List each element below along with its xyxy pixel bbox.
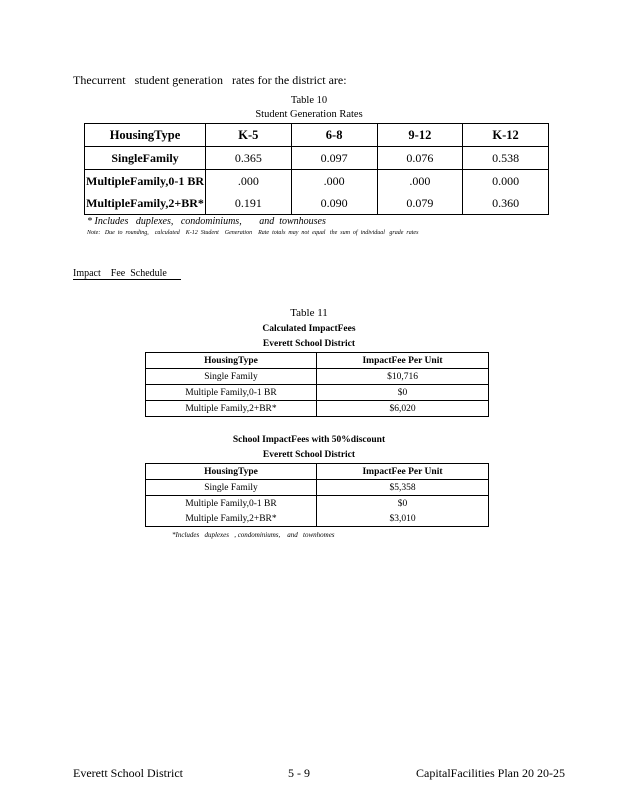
row-label: SingleFamily [85,147,206,170]
column-header: 6-8 [291,124,377,147]
table10-title: Table 10 [290,95,328,106]
table-cell: .000 [409,174,431,188]
column-header: HousingType [146,353,317,369]
table10-note: Note: Due to rounding, calculated K-12 Student Generation Rate totals may not equal the sum of individual grade rates [87,230,419,236]
table-cell-group [206,170,292,215]
intro-text: Thecurrent student generation rates for the district are: [73,73,347,87]
table10-footnote: * Includes duplexes, condominiums, and townhouses [87,216,326,227]
table-cell: 0.097 [291,147,377,170]
footer-left: Everett School District [73,766,183,780]
row-label: Single Family [146,369,317,385]
row-label: MultipleFamily,2+BR* [86,196,204,210]
table-cell: $5,358 [317,480,489,496]
table-cell: $10,716 [317,369,489,385]
column-header: HousingType [85,124,206,147]
table10-subtitle: Student Generation Rates [255,109,363,120]
student-generation-rates-table [84,123,549,215]
calculated-impact-fees-table [145,352,489,417]
discount-table-subtitle: School ImpactFees with 50%discount [232,435,386,445]
row-label: Multiple Family,0-1 BR [146,385,317,401]
row-label-group [85,170,206,215]
table-cell: 0.090 [320,196,348,210]
row-label: Multiple Family,0-1 BR [146,496,317,512]
table-row [146,496,489,512]
table-row-group [85,170,549,215]
table-cell: $0 [317,496,489,512]
table-row [146,401,489,417]
table-cell-group [463,170,549,215]
column-header: 9-12 [377,124,463,147]
footer-right: CapitalFacilities Plan 20 20-25 [416,766,565,780]
section-heading: Impact Fee Schedule [73,268,181,280]
table-cell: $6,020 [317,401,489,417]
table-cell-group [291,170,377,215]
table-row [85,147,549,170]
table-cell: 0.191 [234,196,262,210]
table-cell: $0 [317,385,489,401]
table-header-row [146,353,489,369]
row-label: Multiple Family,2+BR* [146,511,317,527]
table-row [146,511,489,527]
row-label: MultipleFamily,0-1 BR [86,174,204,188]
table-cell: 0.000 [492,174,520,188]
discount-table-district: Everett School District [262,450,356,460]
table-cell: 0.079 [406,196,434,210]
table-header-row [146,464,489,480]
column-header: K-12 [463,124,549,147]
table-cell: 0.360 [492,196,520,210]
table-row [146,385,489,401]
table-cell: .000 [237,174,259,188]
table-row [146,480,489,496]
table-cell: 0.365 [206,147,292,170]
row-label: Multiple Family,2+BR* [146,401,317,417]
column-header: HousingType [146,464,317,480]
column-header: K-5 [206,124,292,147]
table11-title: Table 11 [290,307,328,319]
table-cell: $3,010 [317,511,489,527]
table-cell: 0.076 [377,147,463,170]
table-cell-group [377,170,463,215]
column-header: ImpactFee Per Unit [317,353,489,369]
table11-district: Everett School District [262,339,356,349]
row-label: Single Family [146,480,317,496]
table-cell: 0.538 [463,147,549,170]
column-header: ImpactFee Per Unit [317,464,489,480]
table-row [146,369,489,385]
table11-subtitle: Calculated ImpactFees [262,324,356,334]
table-cell: .000 [323,174,345,188]
footer-page-number: 5 - 9 [288,766,310,780]
table-header-row [85,124,549,147]
discounted-impact-fees-table [145,463,489,527]
discount-table-footnote: *Includes duplexes , condominiums, and townhomes [172,531,335,539]
